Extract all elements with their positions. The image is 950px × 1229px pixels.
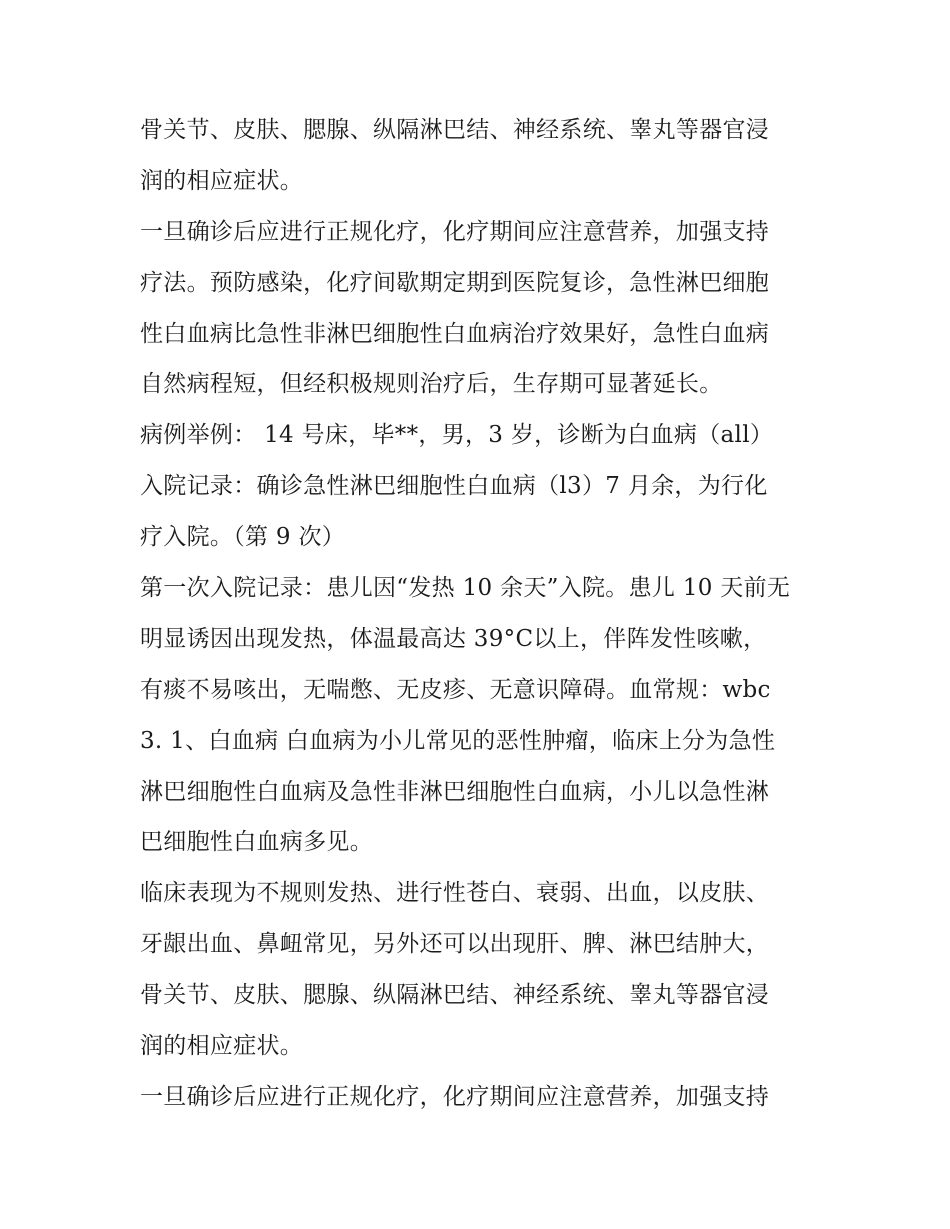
text-line: 疗入院。（第 9 次） xyxy=(140,524,346,551)
text-line: 骨关节、皮肤、腮腺、纵隔淋巴结、神经系统、睾丸等器官浸 xyxy=(140,117,770,143)
text-line: 自然病程短，但经积极规则治疗后，生存期可显著延长。 xyxy=(140,371,723,398)
text-line: 明显诱因出现发热，体温最高达 39°C以上，伴阵发性咳嗽， xyxy=(140,625,767,652)
text-line: 第一次入院记录：患儿因“发热 10 余天”入院。患儿 10 天前无 xyxy=(140,575,791,602)
text-line: 一旦确诊后应进行正规化疗，化疗期间应注意营养，加强支持 xyxy=(140,1083,770,1110)
text-line: 临床表现为不规则发热、进行性苍白、衰弱、出血，以皮肤、 xyxy=(140,880,770,907)
text-line: 疗法。预防感染，化疗间歇期定期到医院复诊，急性淋巴细胞 xyxy=(140,269,770,296)
text-line: 牙龈出血、鼻衄常见，另外还可以出现肝、脾、淋巴结肿大， xyxy=(140,931,770,958)
text-line: 润的相应症状。 xyxy=(140,167,304,194)
text-line: 淋巴细胞性白血病及急性非淋巴细胞性白血病，小儿以急性淋 xyxy=(140,778,770,805)
text-line: 性白血病比急性非淋巴细胞性白血病治疗效果好，急性白血病 xyxy=(140,320,770,347)
text-line: 病例举例： 14 号床，毕**，男，3 岁，诊断为白血病（all） xyxy=(140,422,774,449)
text-line: 3. 1、白血病 白血病为小儿常见的恶性肿瘤，临床上分为急性 xyxy=(140,727,776,754)
text-line: 一旦确诊后应进行正规化疗，化疗期间应注意营养，加强支持 xyxy=(140,218,770,245)
text-line: 有痰不易咳出，无喘憋、无皮疹、无意识障碍。血常规：wbc xyxy=(140,676,771,703)
text-line: 入院记录：确诊急性淋巴细胞性白血病（l3）7 月余，为行化 xyxy=(140,473,768,500)
document-body xyxy=(140,105,820,1123)
text-line: 骨关节、皮肤、腮腺、纵隔淋巴结、神经系统、睾丸等器官浸 xyxy=(140,982,770,1009)
text-line: 润的相应症状。 xyxy=(140,1033,304,1060)
text-line: 巴细胞性白血病多见。 xyxy=(140,829,373,856)
